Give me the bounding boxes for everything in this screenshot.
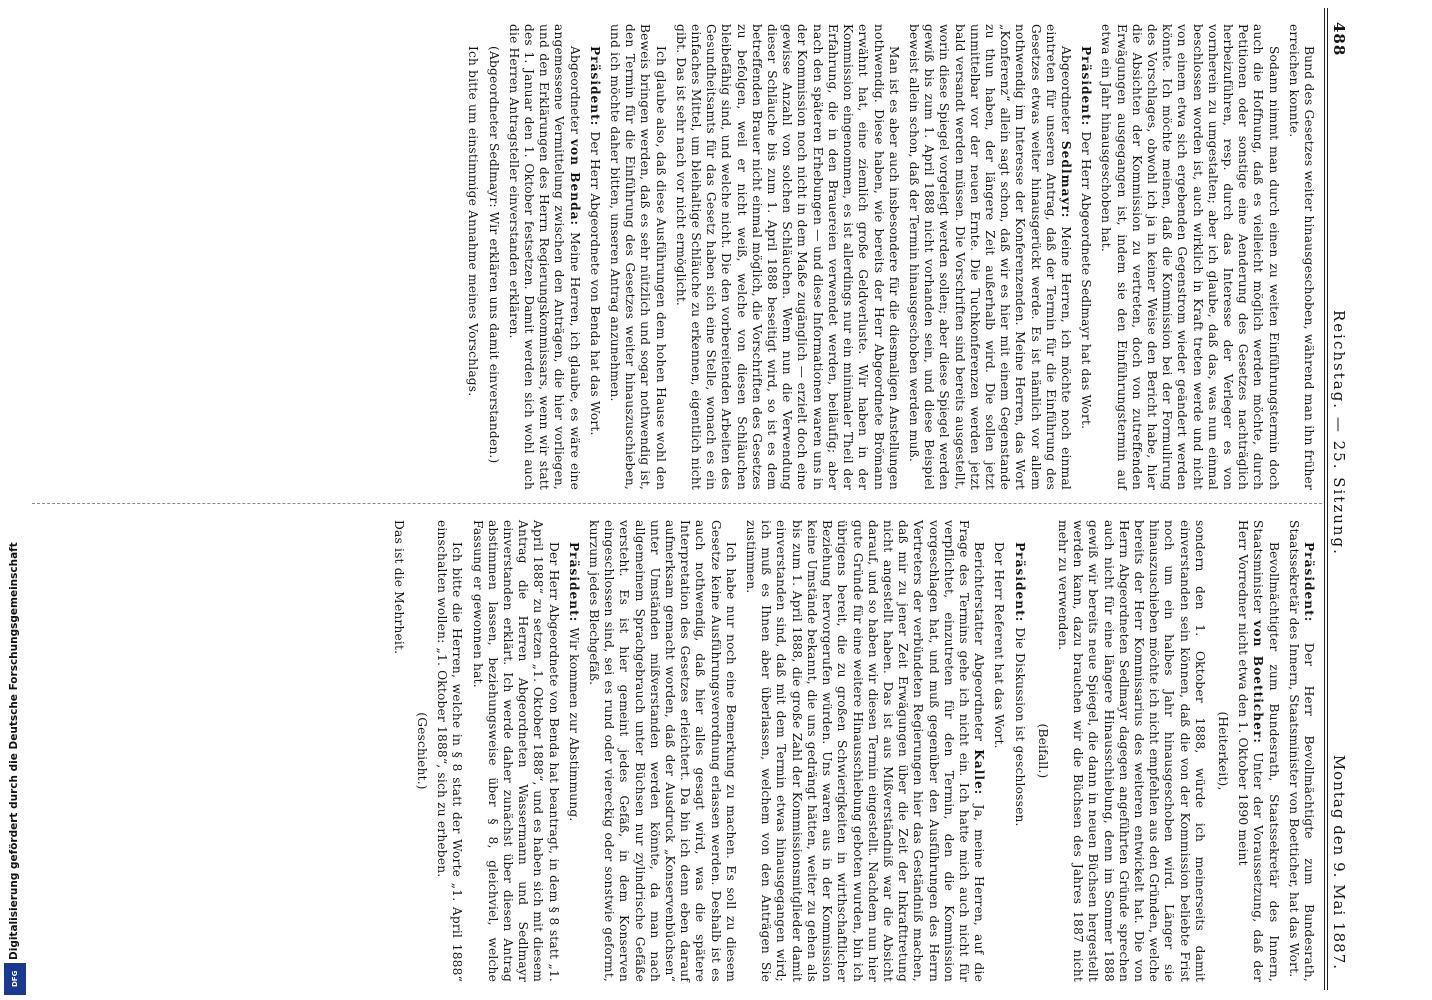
paragraph bbox=[1235, 520, 1281, 982]
paragraph-text: Der Herr Referent hat das Wort. bbox=[992, 542, 1007, 749]
paragraph bbox=[469, 520, 560, 982]
paragraph-text: Ja, meine Herren, auf die Frage des Termins gehe ich nicht ein. Ich hatte mich auch nicht für verpflichtet, einzutreten für den Termin, den die Kommission vorgeschlagen hat, und muß gegenüber den Ausführungen des Herrn Vertreters der verbündeten Regierungen hier das Geständniß machen, daß mir zu jener Zeit Erwägungen über die Zeit der Inkrafttretung nicht angestellt haben. Das ist aus Mißverständniß war die Absicht darauf, und so haben wir diesen Termin eingestellt. Nachdem nun hier gute Gründe für eine weitere Hinausschiebung geboten wurden, bin ich übrigens bereit, die zu großen Schwierigkeiten in wirthschaftlicher Beziehung hervorgerufen würden. Uns waren aus in der Kommission keine Umstände bekannt, die uns gedrängt hätten, weiter zu gehen als bis zum 1. April 1888, die große Zahl der Kommissionsmitglieder damit einverstanden sind, daß mit dem Termin etwas hinausgegangen wird; ich muß es Ihnen aber überlassen, welchem von den Anträgen Sie zustimmen. bbox=[744, 520, 987, 982]
paragraph-text: Abgeordneter bbox=[1058, 46, 1073, 141]
paragraph bbox=[391, 520, 406, 982]
page-header bbox=[1326, 10, 1352, 982]
paragraph bbox=[1286, 520, 1316, 982]
page-date: Montag den 9. Mai 1887. bbox=[1330, 754, 1348, 970]
paragraph bbox=[506, 24, 582, 490]
paragraph bbox=[906, 24, 1073, 490]
paragraph bbox=[1078, 24, 1093, 490]
paragraph-text: (Beifall.) bbox=[1035, 723, 1050, 779]
paragraph-text: Das ist die Mehrheit. bbox=[391, 520, 406, 655]
speaker-name: Präsident: bbox=[1302, 542, 1316, 643]
paragraph bbox=[991, 520, 1006, 982]
speaker-name: Präsident: bbox=[587, 46, 602, 132]
paragraph bbox=[673, 24, 901, 490]
column-divider bbox=[2, 503, 1322, 504]
digitization-credit-bar bbox=[0, 0, 30, 1000]
speaker-name: Präsident: bbox=[566, 542, 581, 628]
paragraph-text: Der Herr Abgeordnete von Benda hat beantragt, in dem § 8 statt „1. April 1888“ zu setzen „1. Oktober 1888“, und es haben sich mit diesem Antrag die Herren Abgeordneten Wassermann und Sedlmayr einverstanden erklärt. Ich werde daher zunächst über diesen Antrag abstimmen lassen, beziehungsweise über § 8, gleichviel, welche Fassung er gewonnen hat. bbox=[470, 520, 561, 982]
stage-direction bbox=[1215, 520, 1230, 982]
paragraph bbox=[743, 520, 986, 982]
left-column bbox=[460, 24, 1316, 490]
speaker-name: von Benda: bbox=[567, 138, 582, 233]
paragraph-text: Der Herr Bevollmächtigte zum Bundesrath, Staatssekretär des Innern, Staatsminister von Boetticher, hat das Wort. bbox=[1286, 520, 1316, 983]
paragraph bbox=[1286, 24, 1316, 490]
header-rule-top bbox=[1327, 8, 1328, 990]
dfg-logo-icon: DFG bbox=[4, 963, 26, 995]
paragraph-text: Meine Herren, ich möchte noch einmal eintreten für unseren Antrag, daß der Termin für die Einführung des Gesetzes etwas weiter hinausgerückt werde. Es ist nämlich vor allem nothwendig im Interesse der Konferenzenden. Meine Herren, das Wort „Konferenz“ allein sagt schon, daß wir es hier mit einem Gegenstande zu thun haben, der längere Zeit außerhalb wird. Die sollen jetzt unmittelbar vor der neuen Ernte. Die Tuchkonferenzen werden jetzt bald versandt werden müssen. Die Vorschriften sind bereits ausgestellt, worin diese Spiegel vorgelegt werden sollen; aber diese Spiegel werden gewiß bis zum 1. April 1888 nicht vorhanden sein, und diese Beispiel beweist allein schon, daß der Termin hinausgeschoben werden muß. bbox=[906, 24, 1073, 490]
paragraph bbox=[465, 24, 480, 490]
paragraph bbox=[1011, 520, 1026, 982]
paragraph-text: Bevollmächtigter zum Bundesrath, Staatssekretär des Innern, Staatsminister bbox=[1251, 520, 1281, 982]
paragraph-text: Berichterstatter Abgeordneter bbox=[972, 542, 987, 750]
paragraph bbox=[434, 520, 464, 982]
speaker-name: Sedlmayr: bbox=[1058, 140, 1073, 227]
paragraph-text: Ich bitte um einstimmige Annahme meines Vorschlags. bbox=[466, 46, 481, 397]
paragraph-text: (Abgeordneter Sedlmayr: Wir erklären uns damit einverstanden.) bbox=[486, 46, 501, 464]
page-number: 488 bbox=[1330, 22, 1348, 57]
paragraph-text: Bund des Gesetzes weiter hinausgeschoben, während man ihn früher erreichen konnte. bbox=[1286, 24, 1316, 490]
paragraph-text: Unter der Voraussetzung, daß der Herr Vorredner nicht etwa den 1. Oktober 1890 meint bbox=[1236, 520, 1266, 982]
paragraph-text: Die Diskussion ist geschlossen. bbox=[1012, 627, 1027, 827]
page-title: Reichstag. — 25. Sitzung. bbox=[1330, 310, 1348, 556]
speaker-name: von Boetticher: bbox=[1251, 620, 1266, 753]
paragraph-text: Der Herr Abgeordnete Sedlmayr hat das Wort. bbox=[1079, 131, 1094, 430]
paragraph bbox=[1098, 24, 1280, 490]
paragraph bbox=[586, 520, 738, 982]
speaker-name: Präsident: bbox=[1012, 542, 1027, 628]
paragraph bbox=[485, 24, 500, 490]
speaker-name: Präsident: bbox=[1079, 46, 1094, 132]
paragraph bbox=[587, 24, 602, 490]
speaker-name: Kalle: bbox=[972, 749, 987, 805]
paragraph-text: Abgeordneter bbox=[567, 46, 582, 139]
digitization-credit: Digitalisierung gefördert durch die Deutsche Forschungsgemeinschaft bbox=[8, 542, 20, 960]
paragraph-text: Sodann nimmt man durch einen zu weiten Einführungstermin doch auch die Hoffnung, daß es vielleicht möglich werden möchte, durch Petitionen oder sonstige eine Aenderung des Gesetzes nachträglich herbeizuführen, resp. durch das Interesse der Verleger es von vornherein zu umgestalten; aber ich glaube, daß das, was nun einmal beschlossen worden ist, auch wirklich in Kraft treten werde und nicht von einem etwa sich ergebenden Gegenstrom wieder geändert werden könnte. Ich möchte meinen, daß die Kommission bei der Formulirung des Vorschlages, obwohl ich ja in keiner Weise den Bericht habe, hier die Absichten der Kommission zu vertreten, doch von zutreffenden Erwägungen ausgegangen ist, indem sie den Einführungstermin auf etwa ein Jahr hinausgeschoben hat. bbox=[1099, 24, 1281, 490]
right-column bbox=[386, 520, 1316, 982]
paragraph bbox=[607, 24, 668, 490]
paragraph-text: sondern den 1. Oktober 1888, würde ich meinerseits damit einverstanden sein können, daß die von der Kommission beliebte Frist noch um ein halbes Jahr hinausgeschoben wird. Länger sie hinauszuschieben möchte ich nicht empfehlen aus den Gründen, welche bereits der Herr Kommissarius des weiteren entwickelt hat. Die von Herrn Abgeordneten Sedlmayr dagegen angeführten Gründe sprechen auch nicht für eine längere Hinausschiebung, denn im Sommer 1888 gewiß wir bereits neue Spiegel, die dann in neuen Büchsen hergestellt werden kann, dazu brauchen wir die Büchsen des Jahres 1887 nicht mehr zu verwenden. bbox=[1055, 520, 1207, 982]
header-rule-bottom bbox=[1324, 8, 1325, 990]
paragraph-text: (Geschieht.) bbox=[415, 712, 430, 790]
paragraph-text: (Heiterkeit), bbox=[1215, 711, 1230, 791]
paragraph-text: Ich glaube also, daß diese Ausführungen dem hohen Hause wohl den Beweis bringen werden, daß es sehr nützlich und sogar nothwendig ist, den Termin für die Einführung des Gesetzes weiter hinauszuschieben, und ich möchte daher bitten, unseren Antrag anzunehmen. bbox=[608, 24, 668, 490]
paragraph-text: Man ist es aber auch insbesondere für die diesmaligen Anstellungen nothwendig. Diese haben, wie bereits der Herr Abgeordnete Brömann erwähnt hat, eine ziemlich große Geldverluste. Wir haben in der Kommission eingenommen, es ist allerdings nur ein minimaler Theil der Erfahrung, die in den Brauereien verwendet werden, beiläufig; aber nach den späteren Erhebungen — und diese Informationen waren uns in der Kommission noch nicht in dem Maße zugänglich — erzielt doch eine gewisse Anzahl von solchen Schläuchen. Wenn nun die Verwendung dieser Schläuche bis zum 1. April 1888 beseitigt wird, so ist es dem betreffenden Brauer nicht einmal möglich, die Vorschriften des Gesetzes zu befolgen, weil er nicht weiß, welche von diesen Schläuchen bleibefähig sind, und welche nicht. Die den vorbereitenden Arbeiten des Gesundheitsamts für das Gesetz haben sich eine Stelle, wonach es ein einfaches Mittel, um bleihaltige Schläuche zu erkennen, eigentlich nicht gibt. Das ist sehr nach vor nicht ermöglicht. bbox=[673, 24, 901, 490]
stage-direction bbox=[414, 520, 429, 982]
stage-direction bbox=[1035, 520, 1050, 982]
paragraph-text: Der Herr Abgeordnete von Benda hat das Wort. bbox=[587, 131, 602, 436]
paragraph bbox=[566, 520, 581, 982]
paragraph-text: Meine Herren, ich glaube, es wäre eine angemessene Vermittelung zwischen den Anträgen, die hier vorliegen, und den Erklärungen des Herrn Regierungskommissars, wenn wir statt des 1. Januar den 1. Oktober festsetzen. Damit werden sich wohl auch die Herren Antragsteller einverstanden erklären. bbox=[506, 24, 582, 491]
paragraph-text: Wir kommen zur Abstimmung. bbox=[566, 627, 581, 822]
paragraph bbox=[1055, 520, 1207, 982]
paragraph-text: Ich habe nur noch eine Bemerkung zu machen. Es soll zu diesem Gesetze keine Ausführungsverordnung erlassen werden. Deshalb ist es auch nothwendig, daß hier alles gesagt wird, was die spätere Interpretation des Gesetzes erleichtert. Da bin ich denn eben darauf aufmerksam gemacht worden, daß der Ausdruck „Konservenbüchsen“ unter Umständen mißverstanden werden könnte, da man nach allgemeinem Sprachgebrauch unter Büchsen nur zylindrische Gefäße versteht. Es ist hier gemeint jedes Gefäß, in dem Konserven eingeschlossen sind, sei es rund oder viereckig oder sonstwie geformt, kurzum jedes Blechgefäß. bbox=[587, 520, 738, 982]
paragraph-text: Ich bitte die Herren, welche in § 8 statt der Worte „1. April 1888“ einschalten wollen: „1. Oktober 1888“, sich zu erheben. bbox=[435, 520, 465, 982]
